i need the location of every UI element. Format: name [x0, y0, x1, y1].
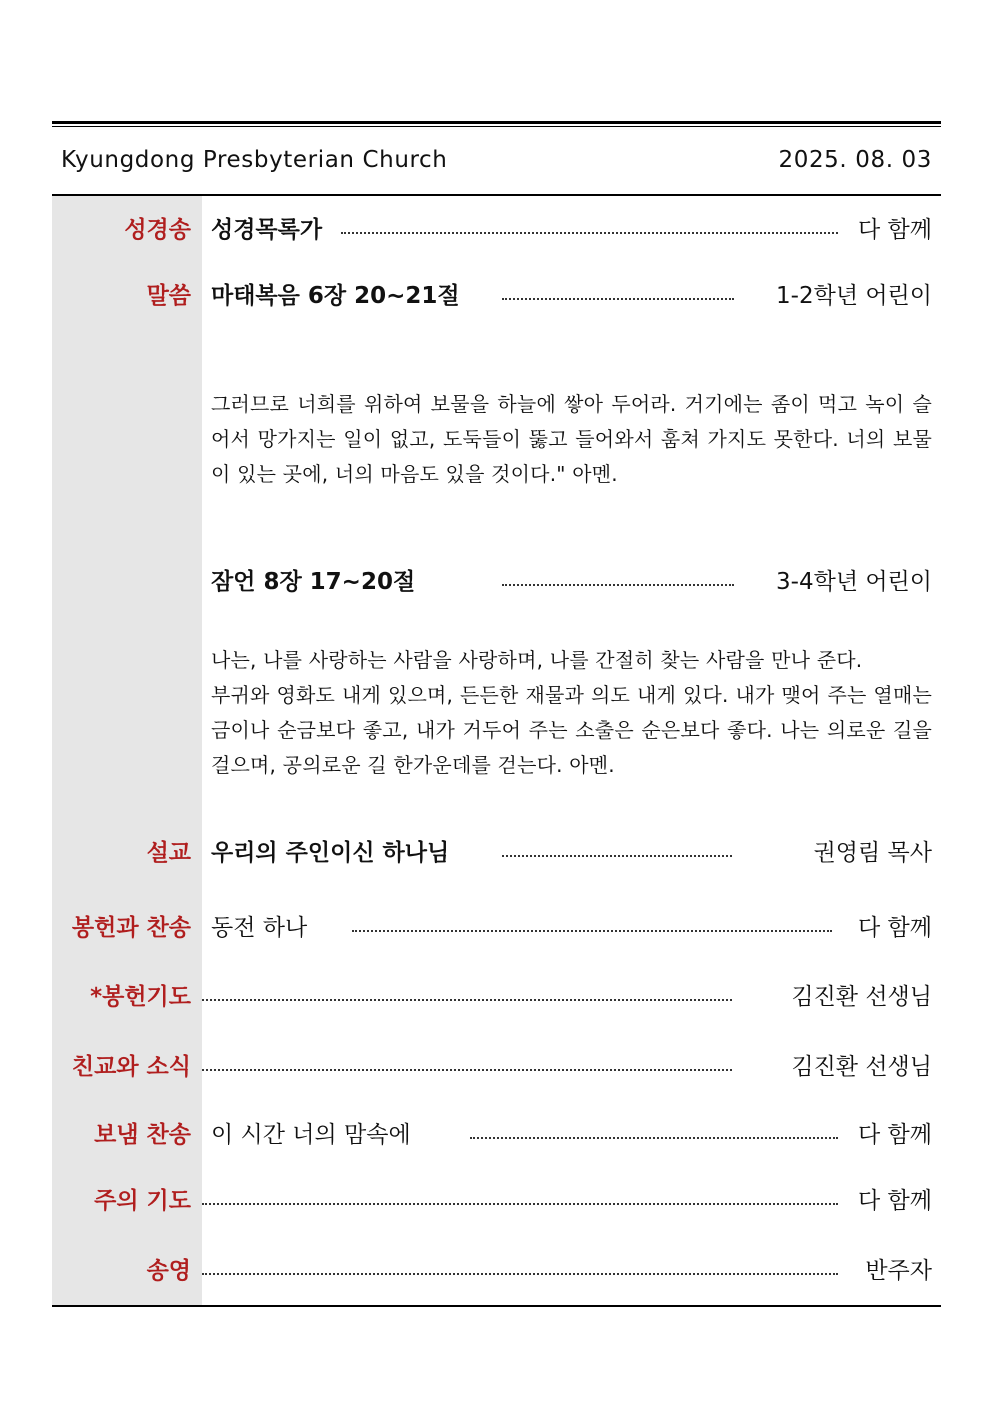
order-item-offering-prayer	[52, 980, 941, 1014]
item-leader: 다 함께	[858, 915, 932, 941]
item-label: 성경송	[124, 217, 191, 243]
item-label: 설교	[146, 840, 191, 866]
item-label: 송영	[146, 1258, 191, 1284]
dotted-leader	[502, 584, 734, 586]
item-leader: 다 함께	[858, 217, 932, 243]
order-item-doxology	[52, 1254, 941, 1288]
passage-line: 나는, 나를 사랑하는 사람을 사랑하며, 나를 간절히 찾는 사람을 만나 준다.	[211, 648, 863, 672]
item-leader: 반주자	[865, 1258, 932, 1284]
dotted-leader	[470, 1137, 838, 1139]
order-item-lords-prayer	[52, 1184, 941, 1218]
dotted-leader	[202, 1069, 732, 1071]
scripture-passage-matthew: 그러므로 너희를 위하여 보물을 하늘에 쌓아 두어라. 거기에는 좀이 먹고 녹이 슬어서 망가지는 일이 없고, 도둑들이 뚫고 들어와서 훔쳐 가지도 못한다. 너의 보물이 있는 곳에, 너의 마음도 있을 것이다." 아멘.	[211, 392, 932, 486]
item-leader: 다 함께	[858, 1122, 932, 1148]
order-item-fellowship-news	[52, 1050, 941, 1084]
bulletin-header	[52, 127, 941, 195]
item-title: 성경목록가	[211, 217, 323, 243]
order-item-bible-song	[52, 213, 941, 247]
item-label: 친교와 소식	[71, 1054, 191, 1080]
dotted-leader	[352, 930, 832, 932]
item-label: *봉헌기도	[90, 984, 191, 1010]
item-title: 이 시간 너의 맘속에	[211, 1122, 411, 1148]
order-item-sending-hymn	[52, 1118, 941, 1152]
item-leader: 1-2학년 어린이	[776, 283, 932, 309]
item-title: 잠언 8장 17~20절	[211, 569, 416, 595]
item-label: 봉헌과 찬송	[71, 915, 191, 941]
item-label: 말씀	[146, 283, 191, 309]
passage-text: 부귀와 영화도 내게 있으며, 든든한 재물과 의도 내게 있다. 내가 맺어 주는 열매는 금이나 순금보다 좋고, 내가 거두어 주는 소출은 순은보다 좋다. 나는 의로운 길을 걸으며, 공의로운 길 한가운데를 걷는다. 아멘.	[211, 683, 932, 777]
bulletin-date: 2025. 08. 03	[778, 147, 932, 173]
item-leader: 3-4학년 어린이	[776, 569, 932, 595]
order-item-proverbs	[52, 565, 941, 599]
bottom-rule	[52, 1305, 941, 1307]
top-double-rule	[52, 121, 941, 124]
scripture-passage-proverbs	[211, 643, 932, 783]
item-leader: 권영림 목사	[813, 840, 932, 866]
dotted-leader	[202, 999, 732, 1001]
dotted-leader	[502, 298, 734, 300]
dotted-leader	[202, 1273, 838, 1275]
dotted-leader	[502, 855, 732, 857]
item-label: 보냄 찬송	[94, 1122, 191, 1148]
item-leader: 다 함께	[858, 1188, 932, 1214]
church-name: Kyungdong Presbyterian Church	[61, 147, 448, 173]
item-title: 우리의 주인이신 하나님	[211, 840, 450, 866]
item-leader: 김진환 선생님	[791, 984, 932, 1010]
dotted-leader	[202, 1203, 838, 1205]
item-label: 주의 기도	[94, 1188, 191, 1214]
order-item-offering-hymn	[52, 911, 941, 945]
dotted-leader	[341, 232, 838, 234]
order-item-sermon	[52, 836, 941, 870]
order-item-word	[52, 279, 941, 313]
item-leader: 김진환 선생님	[791, 1054, 932, 1080]
item-title: 마태복음 6장 20~21절	[211, 283, 460, 309]
item-title: 동전 하나	[211, 915, 308, 941]
